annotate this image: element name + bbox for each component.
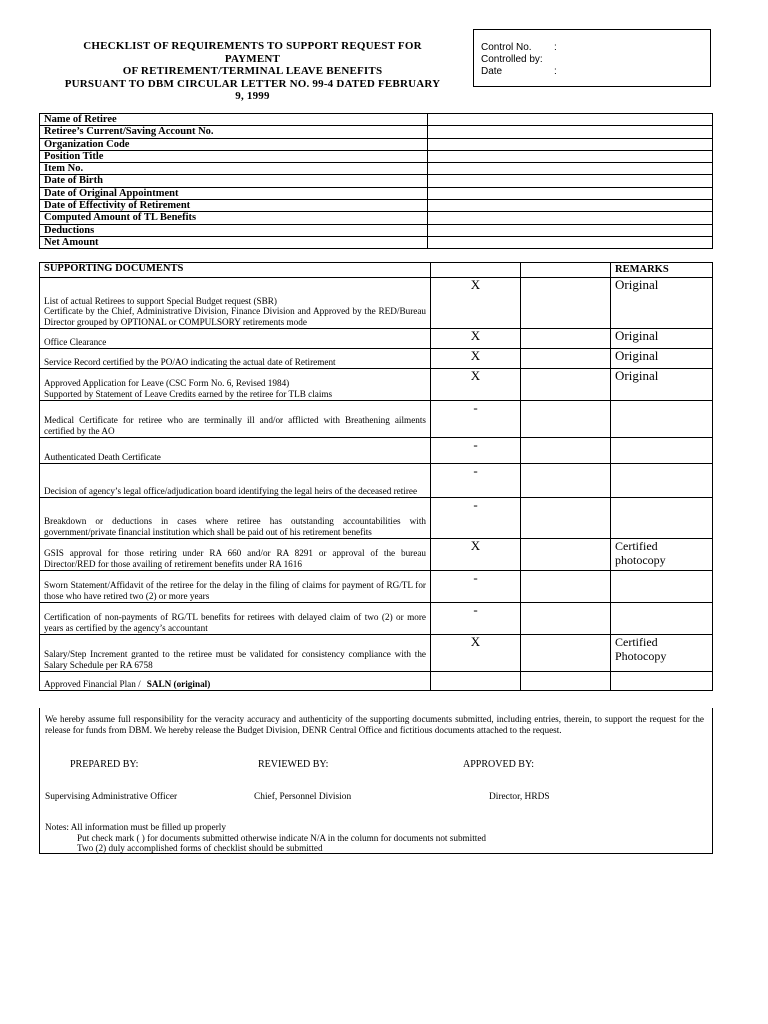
document-blank-cell[interactable] — [521, 498, 611, 539]
document-check-mark[interactable]: - — [431, 571, 521, 603]
info-field-label: Date of Effectivity of Retirement — [40, 200, 428, 212]
document-row — [40, 329, 713, 349]
document-blank-cell[interactable] — [521, 464, 611, 498]
info-field-label: Net Amount — [40, 236, 428, 248]
date-label: Date — [481, 66, 503, 77]
info-row — [40, 236, 713, 248]
info-field-label: Retiree’s Current/Saving Account No. — [40, 126, 428, 138]
title-line: PAYMENT — [224, 52, 281, 65]
document-row — [40, 401, 713, 438]
document-remark[interactable] — [611, 603, 713, 635]
document-line — [44, 679, 426, 689]
info-field-label: Item No. — [40, 163, 428, 175]
document-remark[interactable] — [611, 498, 713, 539]
info-field-value[interactable] — [428, 187, 713, 199]
document-description — [40, 672, 431, 691]
document-line: Sworn Statement/Affidavit of the retiree for the delay in the filing of claims for payment of RG/TL for those who have retired two (2) or more years — [44, 580, 426, 601]
supporting-documents-table — [39, 262, 713, 691]
info-field-value[interactable] — [428, 163, 713, 175]
remarks-header: REMARKS — [611, 263, 713, 278]
document-line-text: Approved Financial Plan / — [44, 678, 141, 689]
document-description — [40, 401, 431, 438]
document-check-mark[interactable]: X — [431, 369, 521, 401]
document-line: Supported by Statement of Leave Credits earned by the retiree for TLB claims — [44, 388, 333, 399]
document-description — [40, 498, 431, 539]
info-field-value[interactable] — [428, 175, 713, 187]
note-line: Two (2) duly accomplished forms of checklist should be submitted — [77, 843, 323, 853]
title-line: CHECKLIST OF REQUIREMENTS TO SUPPORT REQUEST FOR — [83, 40, 422, 52]
document-remark[interactable]: Original — [611, 369, 713, 401]
document-row — [40, 278, 713, 329]
document-check-mark[interactable]: X — [431, 539, 521, 571]
title-line: OF RETIREMENT/TERMINAL LEAVE BENEFITS — [122, 65, 383, 77]
document-line: Authenticated Death Certificate — [44, 451, 161, 462]
info-row — [40, 175, 713, 187]
approved-by-title: Director, HRDS — [489, 792, 550, 802]
document-blank-cell[interactable] — [521, 539, 611, 571]
document-blank-cell[interactable] — [521, 438, 611, 464]
document-blank-cell[interactable] — [521, 369, 611, 401]
document-check-mark[interactable]: X — [431, 349, 521, 369]
info-row — [40, 187, 713, 199]
document-blank-cell[interactable] — [521, 349, 611, 369]
document-remark[interactable]: Certified Photocopy — [611, 635, 713, 672]
document-line: Office Clearance — [44, 336, 107, 347]
document-row — [40, 571, 713, 603]
info-field-value[interactable] — [428, 138, 713, 150]
document-description — [40, 571, 431, 603]
info-row — [40, 224, 713, 236]
info-row — [40, 200, 713, 212]
info-field-value[interactable] — [428, 126, 713, 138]
document-remark[interactable] — [611, 672, 713, 691]
info-field-value[interactable] — [428, 150, 713, 162]
prepared-by-label: PREPARED BY: — [70, 759, 139, 770]
info-row — [40, 150, 713, 162]
document-check-mark[interactable]: X — [431, 278, 521, 329]
responsibility-statement: We hereby assume full responsibility for the veracity accuracy and authenticity of the supporting documents submitted, including entries, therein, to support the request for the release for funds from DBM. We hereby release the Budget Division, DENR Central Office and fictitious documents attached to the request. — [45, 714, 704, 735]
certification-section — [39, 708, 713, 854]
control-box — [473, 29, 711, 87]
note-line: Put check mark ( ) for documents submitted otherwise indicate N/A in the column for documents not submitted — [77, 832, 487, 843]
document-row — [40, 349, 713, 369]
date-colon: : — [554, 66, 557, 77]
document-check-mark[interactable]: X — [431, 329, 521, 349]
control-no-colon: : — [554, 42, 557, 53]
info-field-value[interactable] — [428, 212, 713, 224]
document-line: Service Record certified by the PO/AO indicating the actual date of Retirement — [44, 356, 336, 367]
document-remark[interactable] — [611, 401, 713, 438]
info-field-value[interactable] — [428, 224, 713, 236]
document-check-mark[interactable]: - — [431, 438, 521, 464]
info-field-label: Deductions — [40, 224, 428, 236]
info-row — [40, 163, 713, 175]
document-description — [40, 635, 431, 672]
document-row — [40, 369, 713, 401]
document-blank-cell[interactable] — [521, 401, 611, 438]
document-blank-cell[interactable] — [521, 635, 611, 672]
info-field-label: Organization Code — [40, 138, 428, 150]
document-description — [40, 603, 431, 635]
info-row — [40, 212, 713, 224]
document-remark[interactable] — [611, 464, 713, 498]
reviewed-by-label: REVIEWED BY: — [258, 759, 329, 770]
info-field-label: Position Title — [40, 150, 428, 162]
title-line: PURSUANT TO DBM CIRCULAR LETTER NO. 99-4 DATED FEBRUARY — [64, 77, 441, 90]
info-row — [40, 138, 713, 150]
docs-header-row — [40, 263, 713, 278]
document-remark[interactable]: Certified photocopy — [611, 539, 713, 571]
document-check-mark[interactable]: X — [431, 635, 521, 672]
info-field-label: Date of Original Appointment — [40, 187, 428, 199]
saln-label: SALN (original) — [146, 678, 211, 689]
document-description — [40, 349, 431, 369]
document-check-mark[interactable]: - — [431, 603, 521, 635]
reviewed-by-title: Chief, Personnel Division — [254, 792, 352, 802]
approved-by-label: APPROVED BY: — [463, 759, 535, 770]
control-no-label: Control No. — [481, 42, 532, 53]
document-line: Salary/Step Increment granted to the retiree must be validated for consistency compliance with the Salary Schedule per RA 6758 — [44, 649, 426, 670]
document-blank-cell[interactable] — [521, 672, 611, 691]
info-row — [40, 126, 713, 138]
document-description — [40, 278, 431, 329]
notes — [45, 822, 486, 854]
check-column-header — [431, 263, 521, 278]
document-blank-cell[interactable] — [521, 329, 611, 349]
document-description — [40, 539, 431, 571]
info-field-label: Date of Birth — [40, 175, 428, 187]
blank-column-header — [521, 263, 611, 278]
document-blank-cell[interactable] — [521, 571, 611, 603]
document-check-mark[interactable]: - — [431, 498, 521, 539]
document-row — [40, 539, 713, 571]
document-blank-cell[interactable] — [521, 603, 611, 635]
document-line: Breakdown or deductions in cases where retiree has outstanding accountabilities with government/private financial institution which shall be paid out of his retirement benefits — [44, 516, 426, 537]
document-description — [40, 369, 431, 401]
title-line: 9, 1999 — [235, 90, 270, 102]
document-remark[interactable]: Original — [611, 329, 713, 349]
controlled-by-label: Controlled by: — [481, 54, 543, 65]
document-title — [40, 40, 465, 103]
document-check-mark[interactable]: - — [431, 401, 521, 438]
document-row — [40, 498, 713, 539]
info-row — [40, 114, 713, 126]
document-line: List of actual Retirees to support Special Budget request (SBR) — [44, 295, 277, 306]
supporting-documents-header: SUPPORTING DOCUMENTS — [40, 263, 431, 278]
note-line: Notes: All information must be filled up properly — [45, 822, 226, 832]
document-line: Certificate by the Chief, Administrative Division, Finance Division and Approved by the RED/Bureau Director grouped by OPTIONAL or COMPULSORY retirements mode — [44, 306, 426, 327]
document-check-mark[interactable]: - — [431, 464, 521, 498]
document-row — [40, 635, 713, 672]
document-line: Medical Certificate for retiree who are terminally ill and/or afflicted with Breathening ailments certified by the AO — [44, 415, 426, 436]
info-field-value[interactable] — [428, 114, 713, 126]
document-blank-cell[interactable] — [521, 278, 611, 329]
document-line: Decision of agency’s legal office/adjudication board identifying the legal heirs of the deceased retiree — [44, 485, 418, 496]
prepared-by-title: Supervising Administrative Officer — [45, 792, 178, 802]
document-line: GSIS approval for those retiring under RA 660 and/or RA 8291 or approval of the bureau Director/RED for those availing of retirement benefits under RA 1616 — [44, 548, 426, 569]
info-field-value[interactable] — [428, 200, 713, 212]
info-field-value[interactable] — [428, 236, 713, 248]
document-remark[interactable] — [611, 571, 713, 603]
document-line: Certification of non-payments of RG/TL benefits for retirees with delayed claim of two (2) or more years as certified by the agency’s accountant — [44, 612, 426, 633]
document-description — [40, 329, 431, 349]
info-field-label: Name of Retiree — [40, 114, 428, 126]
document-row — [40, 464, 713, 498]
retiree-info-table — [39, 113, 713, 249]
document-check-mark[interactable] — [431, 672, 521, 691]
document-remark[interactable] — [611, 438, 713, 464]
document-row — [40, 603, 713, 635]
document-row — [40, 438, 713, 464]
document-description — [40, 464, 431, 498]
document-description — [40, 438, 431, 464]
document-remark[interactable]: Original — [611, 278, 713, 329]
document-row — [40, 672, 713, 691]
document-line: Approved Application for Leave (CSC Form No. 6, Revised 1984) — [44, 378, 290, 389]
document-remark[interactable]: Original — [611, 349, 713, 369]
info-field-label: Computed Amount of TL Benefits — [40, 212, 428, 224]
